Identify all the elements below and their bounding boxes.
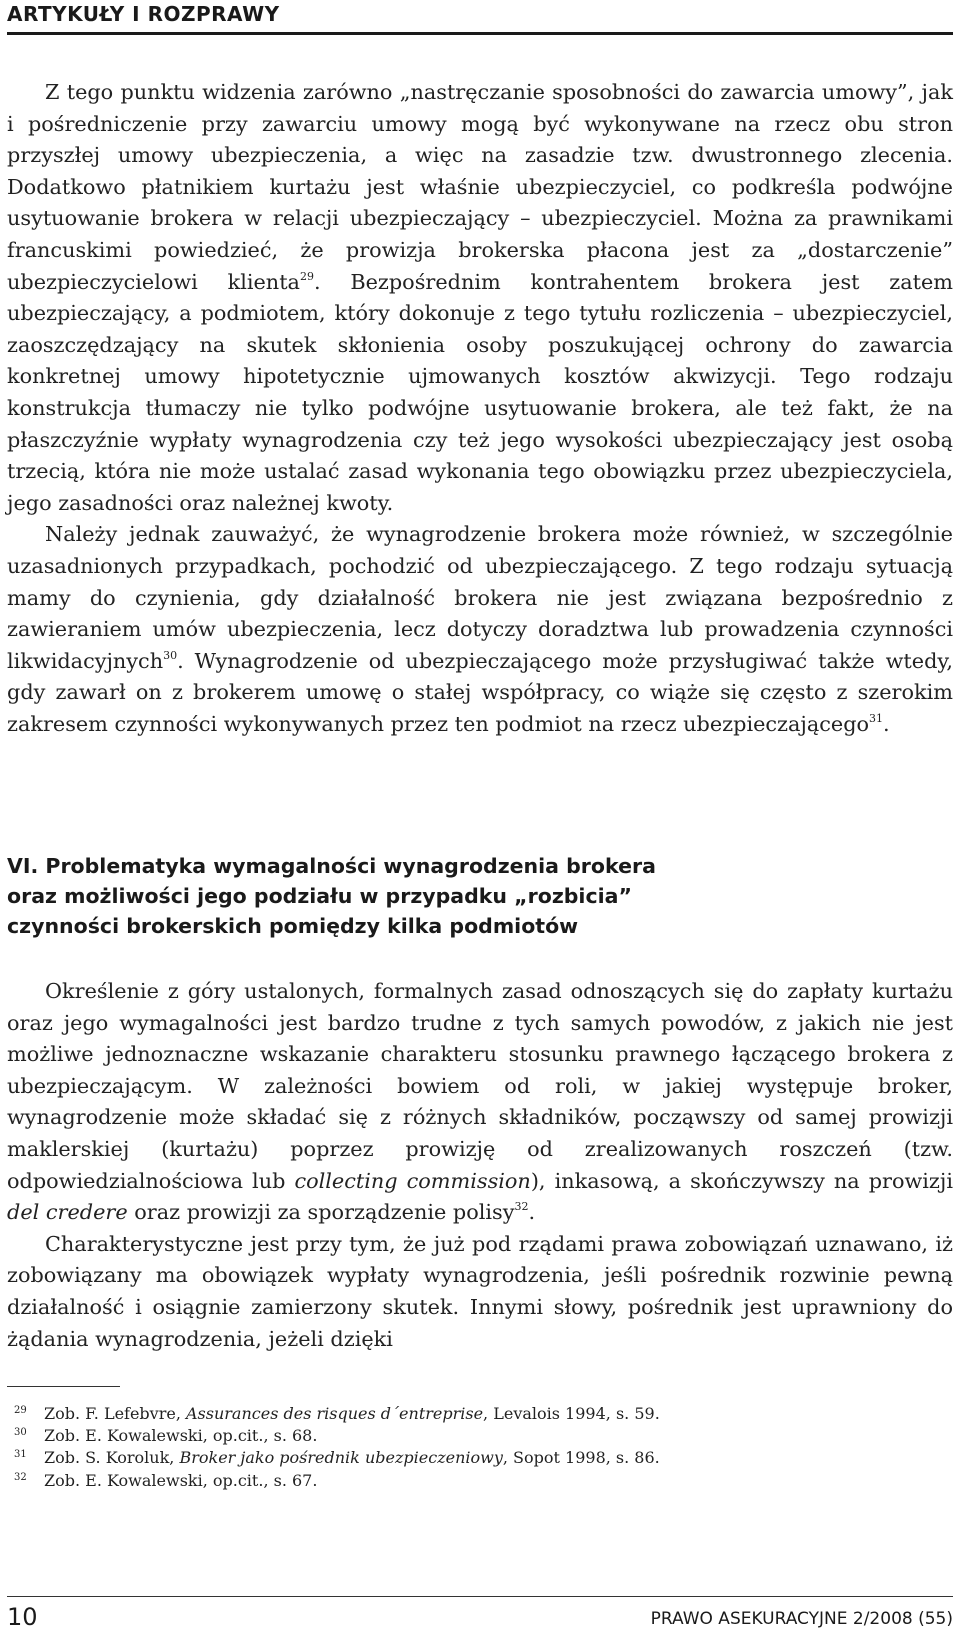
section-heading — [7, 851, 953, 941]
paragraph — [7, 976, 953, 1229]
text-run: , Levalois 1994, s. 59. — [483, 1404, 660, 1423]
footnotes — [14, 1403, 944, 1492]
paragraph — [7, 519, 953, 740]
body-text-block — [7, 976, 953, 1355]
paragraph — [7, 77, 953, 519]
footnote: 29 Zob. F. Lefebvre, Assurances des risques d´entreprise, Levalois 1994, s. 59. — [14, 1404, 660, 1423]
journal-title: PRAWO ASEKURACYJNE 2/2008 (55) — [650, 1609, 953, 1629]
text-run: . Bezpośrednim kontrahentem brokera jest zatem ubezpieczający, a podmiotem, który dokonuje z tego tytułu rozliczenia – ubezpieczyciel, zaoszczędzający na skutek skłonienia osoby poszukującej ochrony do zawarcia konkretnej umowy hipotetycznie ujmowanych kosztów akwizycji. Tego rodzaju konstrukcja tłumaczy nie tylko podwójne usytuowanie brokera, ale też fakt, że na płaszczyźnie wypłaty wynagrodzenia czy też jego wysokości ubezpieczający jest osobą trzecią, która nie może ustalać zasad wykonania tego obowiązku przez ubezpieczyciela, jego zasadności oraz należnej kwoty. — [7, 269, 953, 515]
text-run: . — [883, 711, 890, 736]
footnote-ref: 31 — [869, 711, 884, 725]
text-run: . — [528, 1200, 536, 1225]
footnote-ref: 32 — [514, 1200, 529, 1214]
page-header — [7, 0, 953, 35]
text-run: , Sopot 1998, s. 86. — [502, 1448, 660, 1468]
italic-text: Broker jako pośrednik ubezpieczeniowy — [179, 1448, 503, 1468]
body-text-block — [7, 77, 953, 740]
footnote: 31 Zob. S. Koroluk, Broker jako pośrednik ubezpieczeniowy, Sopot 1998, s. 86. — [14, 1448, 660, 1468]
footnote-ref: 30 — [163, 648, 178, 662]
text-run: Zob. E. Kowalewski, op.cit., s. 67. — [44, 1470, 318, 1490]
text-run: Zob. E. Kowalewski, op.cit., s. 68. — [44, 1426, 318, 1446]
footnote-divider — [7, 1386, 120, 1387]
section-heading-line: oraz możliwości jego podziału w przypadku „rozbicia” — [7, 884, 632, 908]
page-number: 10 — [7, 1603, 38, 1631]
text-run: Z tego punktu widzenia zarówno „nastręczanie sposobności do zawarcia umowy”, jak i pośredniczenie przy zawarciu umowy mogą być wykonywane na rzecz obu stron przyszłej umowy ubezpieczenia, a więc na zasadzie tzw. dwustronnego zlecenia. Dodatkowo płatnikiem kurtażu jest właśnie ubezpieczyciel, co podkreśla podwójne usytuowanie brokera w relacji ubezpieczający – ubezpieczyciel. Można za prawnikami francuskimi powiedzieć, że prowizja brokerska płacona jest za „dostarczenie” ubezpieczycielowi klienta — [7, 80, 953, 294]
text-run: Zob. F. Lefebvre, — [44, 1404, 186, 1423]
section-heading-line: VI. Problematyka wymagalności wynagrodzenia brokera — [7, 854, 656, 878]
italic-text: del credere — [7, 1200, 128, 1225]
paragraph — [7, 1229, 953, 1355]
italic-text: Assurances des risques d´entreprise — [186, 1404, 484, 1423]
footnote-ref: 29 — [299, 269, 314, 283]
text-run: Zob. S. Koroluk, — [44, 1448, 180, 1468]
page-footer — [7, 1596, 953, 1633]
text-run: . Wynagrodzenie od ubezpieczającego może przysługiwać także wtedy, gdy zawarł on z brokerem umowę o stałej współpracy, co wiąże się często z szerokim zakresem czynności wykonywanych przez ten podmiot na rzecz ubezpieczającego — [7, 648, 953, 736]
section-heading-line: czynności brokerskich pomiędzy kilka podmiotów — [7, 914, 579, 938]
text-run: Charakterystyczne jest przy tym, że już pod rządami prawa zobowiązań uznawano, iż zobowiązany ma obowiązek wypłaty wynagrodzenia, jeśli pośrednik rozwinie pewną działalność i osiągnie zamierzony skutek. Innymi słowy, pośrednik jest uprawniony do żądania wynagrodzenia, jeżeli dzięki — [7, 1231, 953, 1351]
italic-text: collecting commission — [294, 1168, 531, 1193]
text-run: oraz prowizji za sporządzenie polisy — [127, 1200, 515, 1225]
footnote: 32 Zob. E. Kowalewski, op.cit., s. 67. — [14, 1470, 318, 1490]
footnote: 30 Zob. E. Kowalewski, op.cit., s. 68. — [14, 1426, 318, 1446]
text-run: Określenie z góry ustalonych, formalnych zasad odnoszących się do zapłaty kurtażu oraz jego wymagalności jest bardzo trudne z tych samych powodów, z jakich nie jest możliwe jednoznaczne wskazanie charakteru stosunku prawnego łączącego brokera z ubezpieczającym. W zależności bowiem od roli, w jakiej występuje broker, wynagrodzenie może składać się z różnych składników, począwszy od samej prowizji maklerskiej (kurtażu) poprzez prowizję od zrealizowanych roszczeń (tzw. odpowiedzialnościowa lub — [7, 979, 953, 1193]
text-run: ), inkasową, a skończywszy na prowizji — [530, 1168, 953, 1193]
text-run: Należy jednak zauważyć, że wynagrodzenie brokera może również, w szczególnie uzasadnionych przypadkach, pochodzić od ubezpieczającego. Z tego rodzaju sytuacją mamy do czynienia, gdy działalność brokera nie jest związana bezpośrednio z zawieraniem umów ubezpieczenia, lecz dotyczy doradztwa lub prowadzenia czynności likwidacyjnych — [7, 522, 953, 673]
section-label: ARTYKUŁY I ROZPRAWY — [7, 2, 280, 26]
